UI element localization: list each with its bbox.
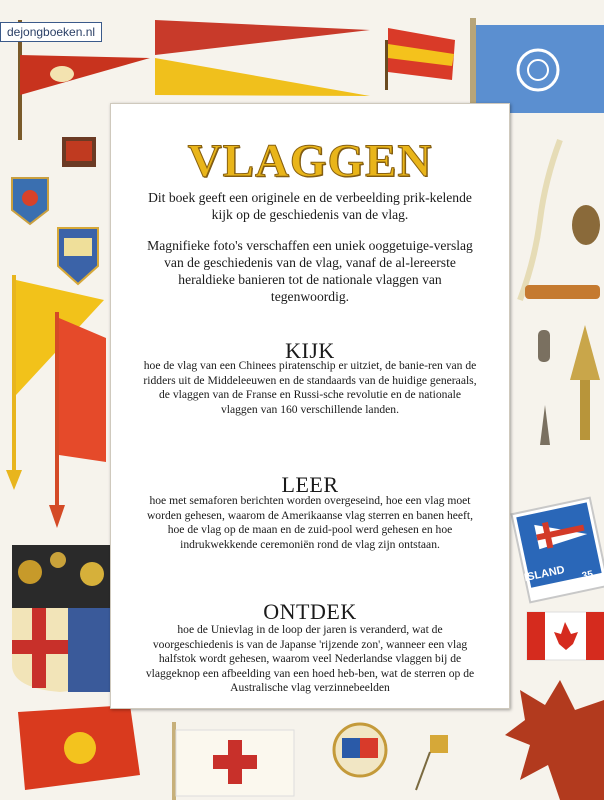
badge-left-1 <box>12 178 48 224</box>
stamp-value: 35 <box>580 568 595 583</box>
orange-flag-bottom-left <box>18 705 140 790</box>
red-flag-left <box>49 312 106 528</box>
red-cross-flag <box>172 722 294 800</box>
pin-bottom <box>416 735 448 790</box>
page-title: VLAGGEN <box>187 135 433 187</box>
canada-flag <box>527 612 604 660</box>
section-text-kijk: hoe de vlag van een Chinees piratenschip er uitziet, de banie-ren van de ridders uit de Middeleeuwen en de standaards van de huidige generaals, de vlaggen van de Franse en Russi-sche revolutie en de nationale vlaggen van 160 verschillende landen. <box>143 359 477 416</box>
section-heading-leer: LEER <box>281 472 339 497</box>
iceland-stamp <box>512 498 604 603</box>
badge-bottom <box>334 724 386 776</box>
heraldic-banner <box>12 545 110 692</box>
red-yellow-flag <box>385 28 455 90</box>
watermark-label: dejongboeken.nl <box>0 22 102 42</box>
intro-paragraph-1: Dit boek geeft een originele en de verbeelding prik-kelende kijk op de geschiedenis van de vlag. <box>148 190 472 222</box>
maple-leaf <box>505 680 604 800</box>
section-heading-kijk: KIJK <box>285 338 335 363</box>
badge-left-2 <box>58 228 98 284</box>
stamp-country: ISLAND <box>523 563 566 585</box>
intro-paragraph-2: Magnifieke foto's verschaffen een uniek ooggetuige-verslag van de geschiedenis van de vlag, vanaf de al-lereerste heraldieke banieren tot de nationale vlaggen van tegenwoordig. <box>147 238 473 304</box>
section-text-ontdek: hoe de Unievlag in de loop der jaren is veranderd, wat de voorgeschiedenis is van de Japanse 'rijzende zon', wanneer een vlag halfstok wordt gehesen, waarom veel Nederlandse vlaggen bij de vlaggeknop een afbeelding van een hoed heb-ben, wat de sterren op de Australische vlag verzinnebeelden <box>145 623 475 695</box>
text-panel <box>110 103 510 709</box>
section-text-leer: hoe met semaforen berichten worden overgeseind, hoe een vlag moet worden gehesen, waarom de Amerikaanse vlag sterren en banen heeft, hoe de vlag op de maan en de zuid-pool werd gehesen en hoe indrukwekkende ceremoniën rond de vlag zijn ontstaan. <box>146 494 474 551</box>
section-heading-ontdek: ONTDEK <box>263 599 357 624</box>
